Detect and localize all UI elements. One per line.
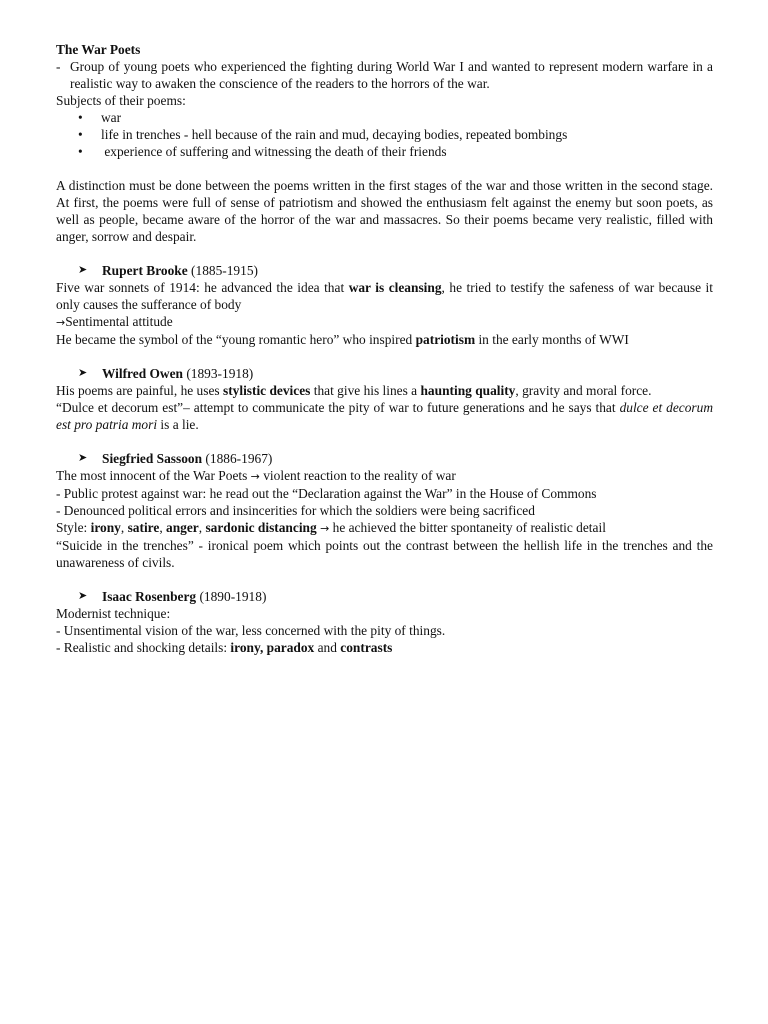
intro-text: Group of young poets who experienced the fighting during World War I and wanted to represent modern warfare in a realistic way to awaken the conscience of the readers to the horrors of the war. <box>70 59 713 91</box>
list-item <box>56 109 713 126</box>
rosenberg-line-2: - Unsentimental vision of the war, less concerned with the pity of things. <box>56 623 446 638</box>
document-title: The War Poets <box>56 42 141 57</box>
poet-name: Isaac Rosenberg <box>102 589 197 604</box>
poet-name: Wilfred Owen <box>102 366 183 381</box>
sassoon-line-1: The most innocent of the War Poets → violent reaction to the reality of war <box>56 468 456 483</box>
subjects-list <box>56 109 713 160</box>
poet-dates: (1885-1915) <box>187 263 258 278</box>
arrowhead-icon: ➤ <box>78 452 88 464</box>
brooke-line-2: →Sentimental attitude <box>56 314 173 329</box>
subject-text: life in trenches - hell because of the rain and mud, decaying bodies, repeated bombings <box>101 127 568 142</box>
arrow-right-icon: → <box>56 316 66 329</box>
poet-heading-rosenberg <box>56 588 713 605</box>
arrowhead-icon: ➤ <box>78 264 88 276</box>
poet-dates: (1886-1967) <box>202 451 273 466</box>
poet-heading-owen <box>56 365 713 382</box>
poet-name: Rupert Brooke <box>102 263 188 278</box>
rosenberg-line-3: - Realistic and shocking details: irony, paradox and contrasts <box>56 640 393 655</box>
rosenberg-line-1: Modernist technique: <box>56 606 171 621</box>
subject-text: experience of suffering and witnessing the death of their friends <box>101 144 447 159</box>
brooke-line-3: He became the symbol of the “young romantic hero” who inspired patriotism in the early months of WWI <box>56 332 629 347</box>
dash-marker: - <box>56 59 61 74</box>
arrow-right-icon: → <box>320 522 330 535</box>
sassoon-line-2: - Public protest against war: he read out the “Declaration against the War” in the House of Commons <box>56 486 597 501</box>
list-item <box>56 143 713 160</box>
poet-dates: (1890-1918) <box>196 589 267 604</box>
document-page <box>56 41 713 656</box>
owen-line-1: His poems are painful, he uses stylistic devices that give his lines a haunting quality, gravity and moral force. <box>56 383 652 398</box>
poet-dates: (1893-1918) <box>182 366 254 381</box>
sassoon-line-3: - Denounced political errors and insincerities for which the soldiers were being sacrificed <box>56 503 535 518</box>
sassoon-line-5: “Suicide in the trenches” - ironical poem which points out the contrast between the hellish life in the trenches and the unawareness of civils. <box>56 538 713 570</box>
bullet-icon: • <box>78 144 83 159</box>
owen-line-2: “Dulce et decorum est”– attempt to communicate the pity of war to future generations and he says that dulce et decorum est pro patria mori is a lie. <box>56 400 713 432</box>
arrowhead-icon: ➤ <box>78 367 88 379</box>
sassoon-line-4: Style: irony, satire, anger, sardonic distancing → he achieved the bitter spontaneity of realistic detail <box>56 520 606 535</box>
brooke-line-1: Five war sonnets of 1914: he advanced the idea that war is cleansing, he tried to testify the safeness of war because it only causes the sufferance of body <box>56 280 713 312</box>
subject-text: war <box>101 110 122 125</box>
list-item <box>56 126 713 143</box>
subjects-label: Subjects of their poems: <box>56 93 186 108</box>
poet-heading-sassoon <box>56 450 713 467</box>
arrowhead-icon: ➤ <box>78 590 88 602</box>
bullet-icon: • <box>78 110 83 125</box>
arrow-right-icon: → <box>250 470 260 483</box>
poet-heading-brooke <box>56 262 713 279</box>
intro-paragraph <box>56 58 713 92</box>
bullet-icon: • <box>78 127 83 142</box>
distinction-paragraph: A distinction must be done between the poems written in the first stages of the war and those written in the second stage. At first, the poems were full of sense of patriotism and showed the enthusiasm felt against the enemy but soon poets, as well as people, became aware of the horror of the war and massacres. So their poems became very realistic, filled with anger, sorrow and despair. <box>56 178 713 244</box>
poet-name: Siegfried Sassoon <box>102 451 203 466</box>
